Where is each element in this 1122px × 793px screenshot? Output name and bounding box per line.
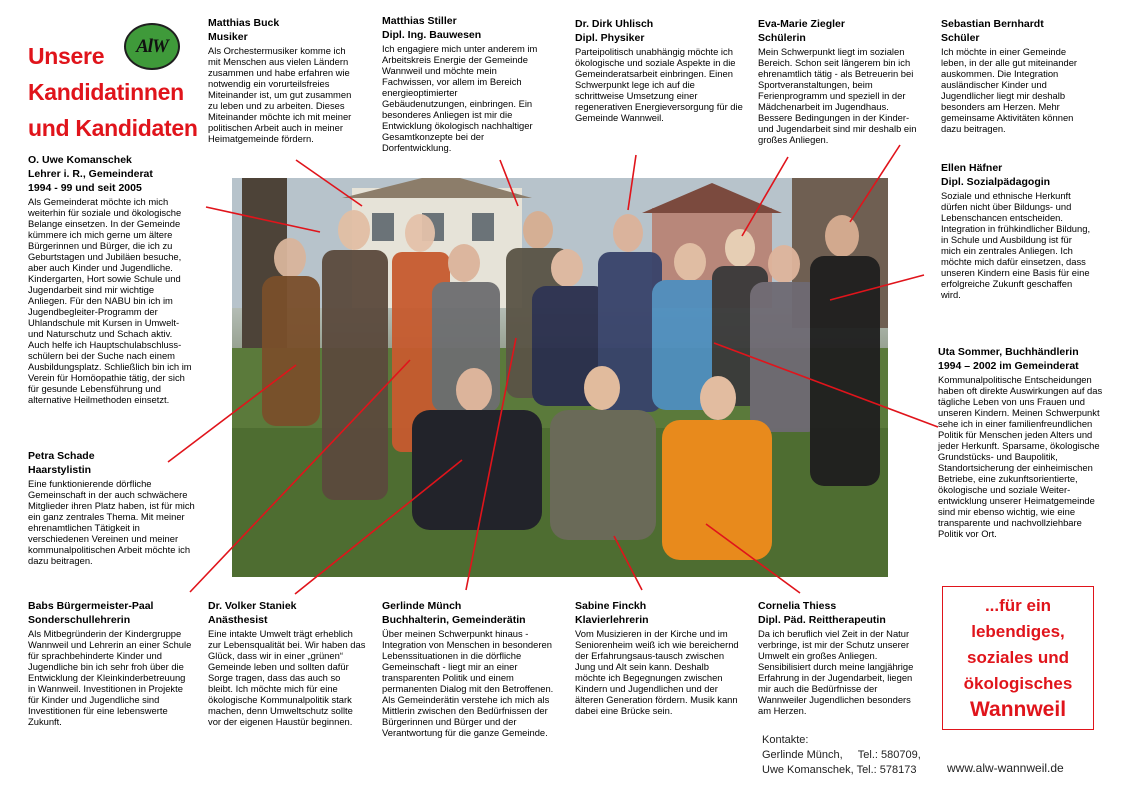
logo-text: AlW: [136, 35, 168, 57]
candidate-role: Dipl. Sozialpädagogin: [941, 176, 1051, 188]
candidate-statement: Als Gemeinderat möchte ich mich weiterhin für soziale und ökologische Belange einsetzen. In der Gemeinde kümmere ich mich gerne um ältere Bürgerinnen und Bürger, die ich zu Geburtstagen und Jubiläen besuche, aber auch Kinder und Jugendliche. Kindergarten, Hort sowie Schule und Jugendarbeit sind mir wichtige Anliegen. Für den NABU bin ich im Jugendbegleiter-Programm der Uhlandschule mit Kursen in Umwelt- und Naturschutz und Schach aktiv. Auch helfe ich Hauptschulabschluss-schülern bei der Suche nach einem Ausbildungsplatz. Schließlich bin ich im Verein für Homöopathie tätig, der sich für gesunde Lebensführung und alternative Heilmethoden einsetzt.: [28, 196, 192, 405]
candidate-card-dirk-uhlisch: [575, 17, 745, 123]
candidate-role: Lehrer i. R., Gemeinderat: [28, 168, 153, 180]
slogan-box: [942, 586, 1094, 730]
candidate-card-ellen-haefner: [941, 161, 1091, 300]
candidate-name: Babs Bürgermeister-Paal: [28, 600, 154, 612]
website-link[interactable]: www.alw-wannweil.de: [947, 761, 1064, 775]
slogan-line-3: soziales und: [966, 648, 1070, 667]
candidate-role: Dipl. Physiker: [575, 32, 645, 44]
candidate-name: Cornelia Thiess: [758, 600, 837, 612]
candidate-name: Ellen Häfner: [941, 162, 1003, 174]
candidate-statement: Mein Schwerpunkt liegt im sozialen Bereich. Schon seit längerem bin ich ehrenamtlich tätig - als Betreuerin bei Sportveranstaltungen, beim Ferienprogramm und speziell in der Mädchenarbeit im Jugendhaus. Bessere Bedingungen in der Kinder- und Jugendarbeit sind mir deshalb ein großes Anliegen.: [758, 46, 917, 145]
candidate-role-period: 1994 - 99 und seit 2005: [28, 182, 142, 194]
candidate-name: Matthias Stiller: [382, 15, 457, 27]
candidate-card-uwe-komanschek: [28, 153, 194, 405]
candidate-statement: Da ich beruflich viel Zeit in der Natur verbringe, ist mir der Schutz unserer Umwelt ein großes Anliegen. Sensibilisiert durch meine langjährige Erfahrung in der Jugendarbeit, liegen mir auch die Bedürfnisse der Wannweiler Jugendlichen besonders am Herzen.: [758, 628, 914, 716]
candidate-role: 1994 – 2002 im Gemeinderat: [938, 360, 1079, 372]
candidate-name: O. Uwe Komanschek: [28, 154, 132, 166]
candidate-name: Gerlinde Münch: [382, 600, 462, 612]
candidate-card-uta-sommer: [938, 345, 1106, 539]
slogan-line-5: Wannweil: [969, 698, 1067, 721]
contact-block: [762, 733, 921, 778]
group-photo-illustration: [232, 178, 888, 577]
candidate-statement: Kommunalpolitische Entscheidungen haben oft direkte Auswirkungen auf das tägliche Leben von uns Frauen und unseren Kindern. Meinen Schwerpunkt sehe ich in einer familienfreundlichen Politik für Menschen jeden Alters und jeder Herkunft. Sparsame, ökologische Grundstücks- und Baupolitik, Standortsicherung der einheimischen Betriebe, eine zukunftsorientierte, ökologische und soziale Weiter-entwicklung unserer Heimatgemeinde sind mir ebenso wichtig, wie eine transparente und nachvollziehbare Politik vor Ort.: [938, 374, 1103, 539]
candidate-statement: Als Mitbegründerin der Kindergruppe Wannweil und Lehrerin an einer Schule für sprachbehinderte Kinder und Jugendliche bin ich sehr froh über die Entwicklung der Kleinkinderbetreuung in Wannweil. Investitionen in Projekte für Kinder und Jugendliche sind Investitionen für eine lebenswerte Zukunft.: [28, 628, 192, 727]
candidate-card-volker-staniek: [208, 599, 366, 727]
candidate-role: Klavierlehrerin: [575, 614, 649, 626]
candidate-statement: Soziale und ethnische Herkunft dürfen nicht über Bildungs- und Lebenschancen entscheiden. Integration in frühkindlicher Bildung, in Schule und Ausbildung ist für mich ein zentrales Anliegen. Ich möchte mich dafür einsetzen, dass unseren Kindern eine Basis für eine erfolgreiche Zukunft geschaffen wird.: [941, 190, 1091, 300]
candidate-card-cornelia-thiess: [758, 599, 926, 716]
candidate-card-babs-buergermeister-paal: [28, 599, 194, 727]
candidate-card-petra-schade: [28, 449, 196, 566]
contact-person-2: Uwe Komanschek, Tel.: 578173: [762, 764, 917, 776]
candidate-role: Buchhalterin, Gemeinderätin: [382, 614, 526, 626]
candidate-statement: Ich möchte in einer Gemeinde leben, in der alle gut miteinander auskommen. Die Integration ausländischer Kinder und Jugendlicher liegt mir deshalb besonders am Herzen. Mehr gemeinsame Aktivitäten können dazu beitragen.: [941, 46, 1078, 134]
alw-logo: [124, 23, 180, 70]
candidate-statement: Eine funktionierende dörfliche Gemeinschaft in der auch schwächere Mitglieder ihren Platz haben, ist für mich ein ganz zentrales Thema. Mit meiner ehrenamtlichen Tätigkeit in verschiedenen Vereinen und meiner kommunalpolitischen Arbeit möchte ich dazu beitragen.: [28, 478, 195, 566]
candidate-name: Dr. Dirk Uhlisch: [575, 18, 654, 30]
candidate-card-sebastian-bernhardt: [941, 17, 1091, 134]
title-line-3: und Kandidaten: [28, 115, 198, 141]
candidate-name: Petra Schade: [28, 450, 95, 462]
candidate-role: Haarstylistin: [28, 464, 92, 476]
candidate-role: Dipl. Päd. Reittherapeutin: [758, 614, 886, 626]
candidate-statement: Vom Musizieren in der Kirche und im Seniorenheim weiß ich wie bereichernd der Erfahrungsaus-tausch zwischen Jung und Alt sein kann. Deshalb möchte ich Begegnungen zwischen Kindern und Jugendlichen und der älteren Generation fördern. Musik kann dabei eine Brücke sein.: [575, 628, 739, 716]
contact-label: Kontakte:: [762, 734, 809, 746]
group-photo: [232, 178, 888, 577]
candidate-statement: Parteipolitisch unabhängig möchte ich ökologische und soziale Aspekte in die Gemeinderatsarbeit einbringen. Einen Schwerpunkt lege ich auf die schrittweise Umsetzung einer regenerativen Energieversorgung für die Gemeinde Wannweil.: [575, 46, 743, 123]
candidate-role: Anästhesist: [208, 614, 268, 626]
candidate-role: Dipl. Ing. Bauwesen: [382, 29, 482, 41]
candidate-card-gerlinde-muench: [382, 599, 560, 738]
candidate-role: Musiker: [208, 31, 248, 43]
candidate-name: Matthias Buck: [208, 17, 280, 29]
candidate-card-matthias-stiller: [382, 14, 544, 153]
candidate-name: Eva-Marie Ziegler: [758, 18, 845, 30]
title-line-2: Kandidatinnen: [28, 79, 184, 105]
title-line-1: Unsere: [28, 43, 105, 69]
slogan-line-4: ökologisches: [963, 674, 1073, 693]
candidate-card-sabine-finckh: [575, 599, 741, 716]
candidate-statement: Über meinen Schwerpunkt hinaus - Integration von Menschen in besonderen Lebenssituationen in die dörfliche Gemeinschaft - liegt mir an einer transparenten Politik und einem permanenten Dialog mit den Betroffenen. Als Gemeinderätin verstehe ich mich als Mittlerin zwischen den Bedürfnissen der Bürgerinnen und Bürger und der Verantwortung für die ganze Gemeinde.: [382, 628, 554, 738]
candidate-role: Schülerin: [758, 32, 806, 44]
candidate-role: Schüler: [941, 32, 980, 44]
candidate-statement: Eine intakte Umwelt trägt erheblich zur Lebensqualität bei. Wir haben das Glück, dass wir in einer „grünen“ Gemeinde leben und sollten dafür Sorge tragen, dass das auch so bleibt. Ich möchte mich für eine ökologische Kommunalpolitik stark machen, denn Umweltschutz sollte vor der eigenen Haustür beginnen.: [208, 628, 366, 727]
candidate-name: Sebastian Bernhardt: [941, 18, 1044, 30]
candidate-role: Sonderschullehrerin: [28, 614, 131, 626]
candidate-name: Uta Sommer, Buchhändlerin: [938, 346, 1079, 358]
candidate-statement: Als Orchestermusiker komme ich mit Menschen aus vielen Ländern zusammen und habe erfahren wie notwendig ein vorurteilsfreies Miteinander ist, um gut zusammen zu leben und zu arbeiten. Dieses Miteinander möchte ich mit meiner politischen Arbeit auch in meiner Heimatgemeinde fördern.: [208, 45, 352, 144]
contact-person-1: Gerlinde Münch, Tel.: 580709,: [762, 749, 921, 761]
candidate-card-matthias-buck: [208, 16, 360, 144]
candidate-name: Sabine Finckh: [575, 600, 647, 612]
candidate-name: Dr. Volker Staniek: [208, 600, 297, 612]
candidate-statement: Ich engagiere mich unter anderem im Arbeitskreis Energie der Gemeinde Wannweil und möchte mein Fachwissen, vor allem im Bereich energieoptimierter Gebäudenutzungen, einbringen. Ein besonderes Anliegen ist mir die Entwicklung ökologisch nachhaltiger Gesamtkonzepte bei der Dorfentwicklung.: [382, 43, 538, 153]
slogan-line-1: ...für ein: [984, 596, 1052, 615]
slogan-line-2: lebendiges,: [971, 622, 1065, 641]
candidate-card-eva-marie-ziegler: [758, 17, 918, 145]
